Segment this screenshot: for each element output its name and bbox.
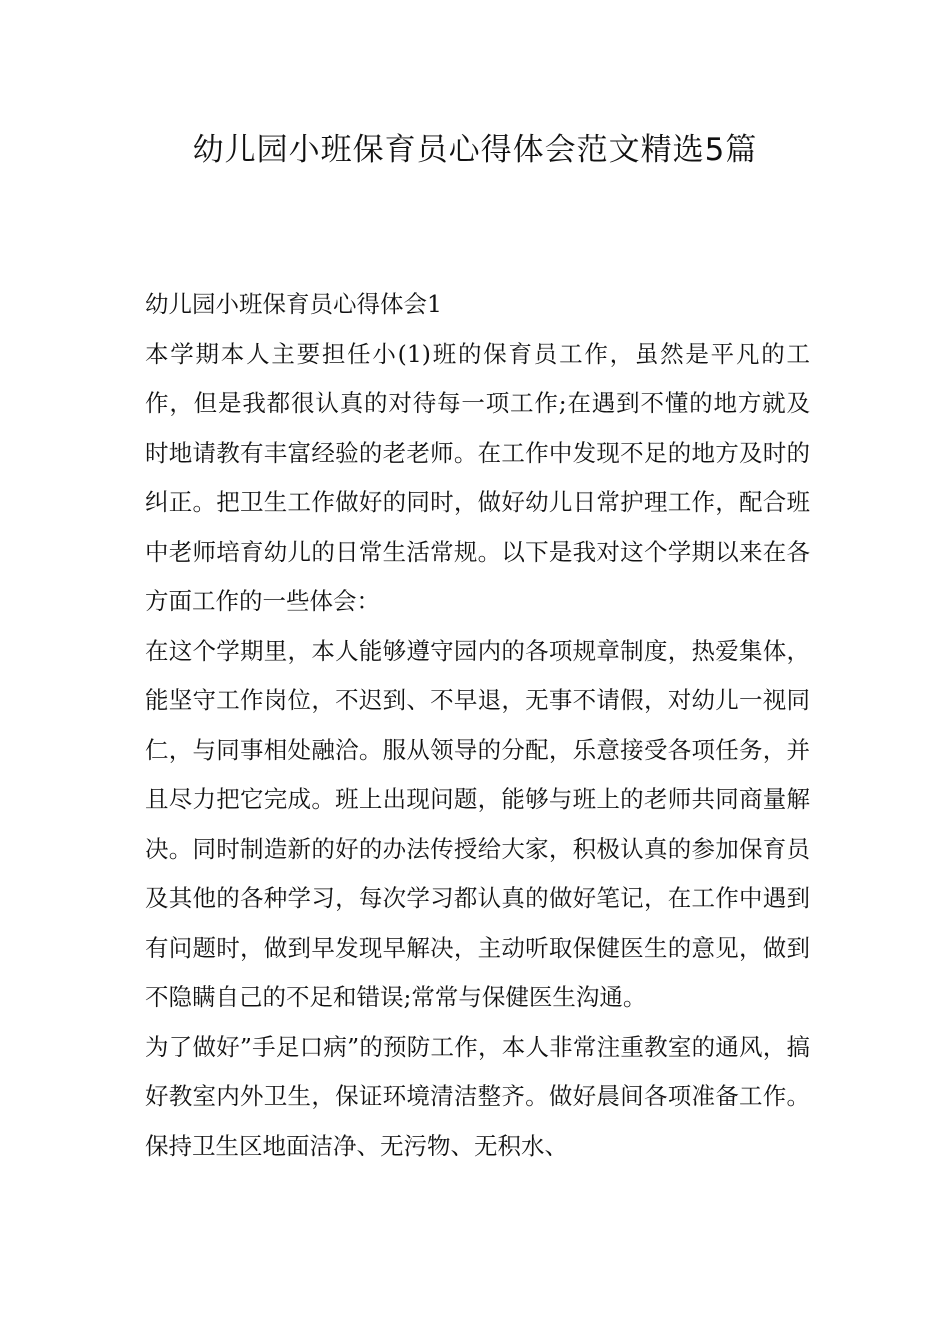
body-paragraph-3: 为了做好”手足口病”的预防工作，本人非常注重教室的通风，搞好教室内外卫生，保证环境清洁整齐。做好晨间各项准备工作。保持卫生区地面洁净、无污物、无积水、 [145,1032,810,1160]
document-title: 幼儿园小班保育员心得体会范文精选5篇 [192,132,758,168]
body-paragraph-2: 在这个学期里，本人能够遵守园内的各项规章制度，热爱集体，能坚守工作岗位，不迟到、不早退，无事不请假，对幼儿一视同仁，与同事相处融洽。服从领导的分配，乐意接受各项任务，并且尽力把它完成。班上出现问题，能够与班上的老师共同商量解决。同时制造新的好的办法传授给大家，积极认真的参加保育员及其他的各种学习，每次学习都认真的做好笔记，在工作中遇到有问题时，做到早发现早解决，主动听取保健医生的意见，做到不隐瞒自己的不足和错误;常常与保健医生沟通。 [145,636,810,1011]
section-heading: 幼儿园小班保育员心得体会1 [145,290,442,318]
body-paragraph-1: 本学期本人主要担任小(1)班的保育员工作，虽然是平凡的工作，但是我都很认真的对待每一项工作;在遇到不懂的地方就及时地请教有丰富经验的老老师。在工作中发现不足的地方及时的纠正。把卫生工作做好的同时，做好幼儿日常护理工作，配合班中老师培育幼儿的日常生活常规。以下是我对这个学期以来在各方面工作的一些体会： [145,339,810,615]
document-body [145,280,810,1171]
